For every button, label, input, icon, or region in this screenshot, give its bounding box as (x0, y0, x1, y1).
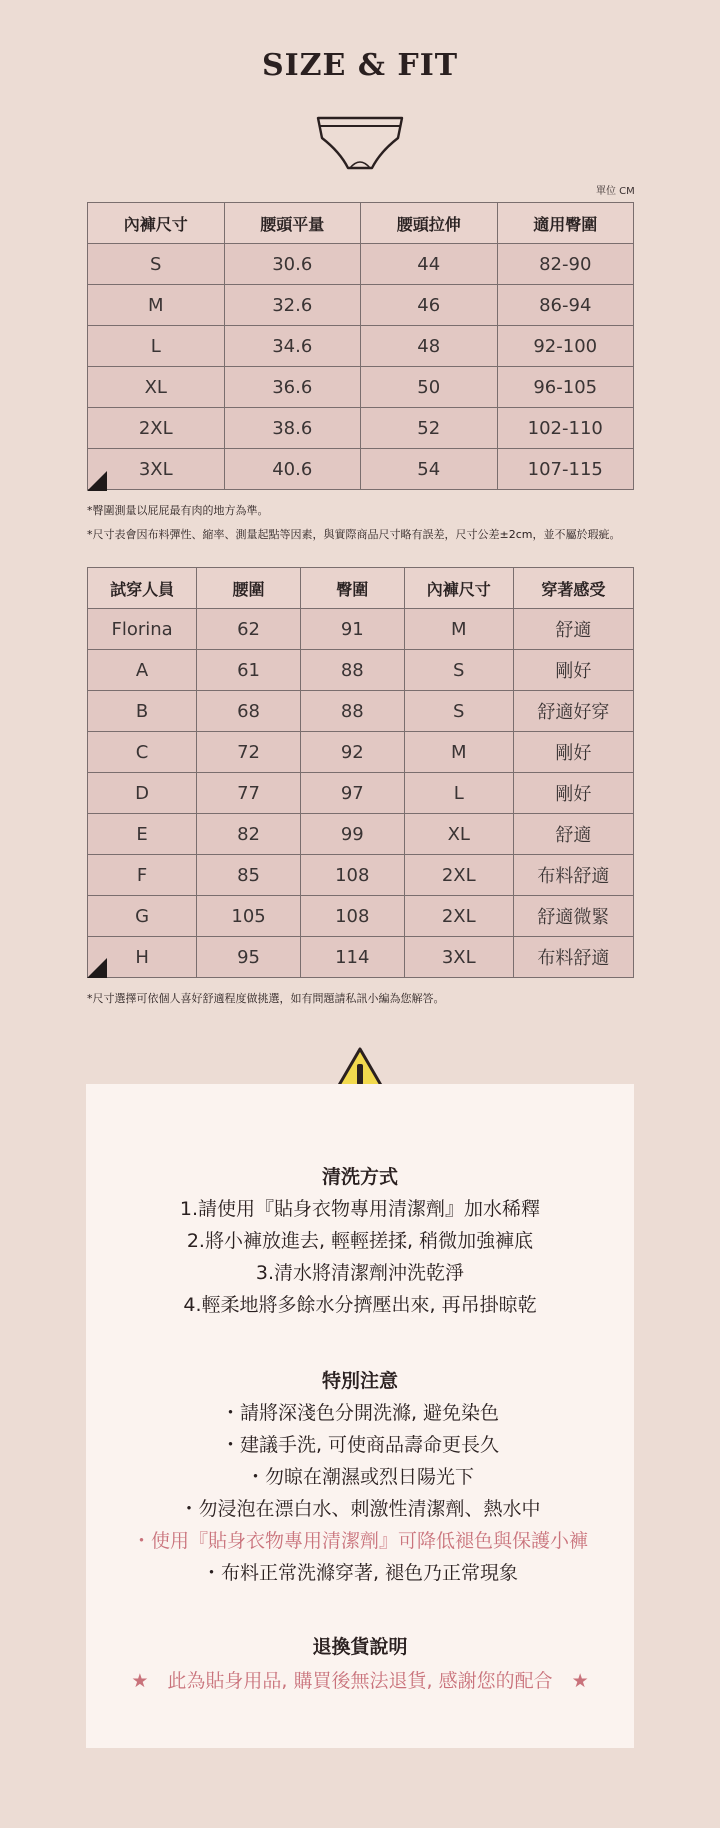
table-cell: 舒適 (513, 609, 633, 650)
table-cell: 92-100 (497, 326, 634, 367)
wash-step: 3.清水將清潔劑沖洗乾淨 (255, 1262, 465, 1284)
fit-header-cell: 臀圍 (300, 568, 404, 609)
table-cell: 舒適好穿 (513, 691, 633, 732)
table-cell: 92 (300, 732, 404, 773)
table-cell: 96-105 (497, 367, 634, 408)
table-cell: 布料舒適 (513, 937, 633, 978)
table-cell: 40.6 (224, 449, 361, 490)
table-cell: S (404, 650, 513, 691)
page-title: SIZE & FIT (261, 48, 459, 83)
table-cell: M (88, 285, 225, 326)
size-note: *尺寸表會因布料彈性、縮率、測量起點等因素，與實際商品尺寸略有誤差，尺寸公差±2cm，並不屬於瑕疵。 (87, 528, 621, 541)
fit-header-cell: 試穿人員 (88, 568, 197, 609)
table-cell: 62 (197, 609, 301, 650)
table-cell: H (88, 937, 197, 978)
table-cell: A (88, 650, 197, 691)
size-header-cell: 腰頭拉伸 (361, 203, 498, 244)
notice-item: ・請將深淺色分開洗滌, 避免染色 (220, 1402, 500, 1424)
table-cell: 99 (300, 814, 404, 855)
table-row (88, 937, 634, 978)
table-cell: 38.6 (224, 408, 361, 449)
notice-title: 特別注意 (321, 1370, 398, 1392)
table-cell: 剛好 (513, 650, 633, 691)
table-row (88, 691, 634, 732)
table-cell: 2XL (404, 896, 513, 937)
table-cell: S (88, 244, 225, 285)
table-cell: 布料舒適 (513, 855, 633, 896)
table-cell: 82-90 (497, 244, 634, 285)
size-table-header (88, 203, 634, 244)
table-row (88, 896, 634, 937)
notice-item: ・建議手洗, 可使商品壽命更長久 (220, 1434, 500, 1456)
table-cell: 剛好 (513, 773, 633, 814)
fit-table-header (88, 568, 634, 609)
notice-item: ・勿浸泡在漂白水、刺激性清潔劑、熱水中 (179, 1498, 541, 1520)
fit-table (87, 567, 634, 978)
table-cell: 52 (361, 408, 498, 449)
size-header-cell: 適用臀圍 (497, 203, 634, 244)
table-row (88, 408, 634, 449)
table-cell: F (88, 855, 197, 896)
table-cell: 82 (197, 814, 301, 855)
table-cell: 2XL (404, 855, 513, 896)
table-cell: 36.6 (224, 367, 361, 408)
briefs-icon (314, 112, 406, 174)
notice-item-highlight: ・使用『貼身衣物專用清潔劑』可降低褪色與保護小褲 (131, 1530, 588, 1552)
table-cell: 88 (300, 691, 404, 732)
table-cell: S (404, 691, 513, 732)
care-panel (86, 1084, 634, 1748)
unit-label: 單位 CM (596, 186, 635, 197)
table-cell: 85 (197, 855, 301, 896)
table-cell: 97 (300, 773, 404, 814)
size-header-cell: 內褲尺寸 (88, 203, 225, 244)
return-title: 退換貨說明 (312, 1636, 408, 1658)
table-cell: 88 (300, 650, 404, 691)
table-cell: D (88, 773, 197, 814)
size-header-cell: 腰頭平量 (224, 203, 361, 244)
fit-note: *尺寸選擇可依個人喜好舒適程度做挑選，如有問題請私訊小編為您解答。 (87, 992, 445, 1005)
notice-item: ・布料正常洗滌穿著, 褪色乃正常現象 (201, 1562, 519, 1584)
table-row (88, 367, 634, 408)
table-row (88, 244, 634, 285)
size-note: *臀圍測量以屁屁最有肉的地方為準。 (87, 504, 269, 517)
table-row (88, 285, 634, 326)
table-row (88, 326, 634, 367)
table-cell: M (404, 732, 513, 773)
table-cell: 108 (300, 896, 404, 937)
corner-fold-mark (87, 958, 107, 978)
table-cell: XL (88, 367, 225, 408)
wash-step: 1.請使用『貼身衣物專用清潔劑』加水稀釋 (179, 1198, 541, 1220)
table-cell: 2XL (88, 408, 225, 449)
size-table (87, 202, 634, 490)
table-cell: 102-110 (497, 408, 634, 449)
table-cell: 86-94 (497, 285, 634, 326)
corner-fold-mark (87, 471, 107, 491)
notice-item: ・勿晾在潮濕或烈日陽光下 (245, 1466, 474, 1488)
table-cell: 30.6 (224, 244, 361, 285)
table-cell: 108 (300, 855, 404, 896)
table-cell: E (88, 814, 197, 855)
table-cell: G (88, 896, 197, 937)
table-cell: 68 (197, 691, 301, 732)
wash-title: 清洗方式 (321, 1166, 398, 1188)
table-cell: L (404, 773, 513, 814)
table-cell: 50 (361, 367, 498, 408)
table-cell: 48 (361, 326, 498, 367)
table-cell: 107-115 (497, 449, 634, 490)
table-cell: 77 (197, 773, 301, 814)
table-cell: C (88, 732, 197, 773)
table-cell: 54 (361, 449, 498, 490)
table-row (88, 855, 634, 896)
table-cell: 105 (197, 896, 301, 937)
table-cell: 91 (300, 609, 404, 650)
wash-step: 4.輕柔地將多餘水分擠壓出來, 再吊掛晾乾 (183, 1294, 537, 1316)
table-cell: 114 (300, 937, 404, 978)
fit-header-cell: 腰圍 (197, 568, 301, 609)
table-row (88, 814, 634, 855)
table-cell: 3XL (88, 449, 225, 490)
table-cell: XL (404, 814, 513, 855)
table-row (88, 732, 634, 773)
wash-step: 2.將小褲放進去, 輕輕搓揉, 稍微加強褲底 (186, 1230, 534, 1252)
table-cell: 46 (361, 285, 498, 326)
table-cell: Florina (88, 609, 197, 650)
fit-header-cell: 內褲尺寸 (404, 568, 513, 609)
table-cell: 72 (197, 732, 301, 773)
table-cell: 3XL (404, 937, 513, 978)
return-text: ★ 此為貼身用品, 購買後無法退貨, 感謝您的配合 ★ (131, 1670, 589, 1692)
fit-header-cell: 穿著感受 (513, 568, 633, 609)
table-cell: 44 (361, 244, 498, 285)
table-row (88, 609, 634, 650)
table-cell: 61 (197, 650, 301, 691)
table-cell: L (88, 326, 225, 367)
table-cell: 95 (197, 937, 301, 978)
table-cell: 舒適 (513, 814, 633, 855)
table-cell: B (88, 691, 197, 732)
table-row (88, 650, 634, 691)
table-cell: 32.6 (224, 285, 361, 326)
table-cell: M (404, 609, 513, 650)
table-row (88, 449, 634, 490)
table-cell: 舒適微緊 (513, 896, 633, 937)
table-cell: 34.6 (224, 326, 361, 367)
table-row (88, 773, 634, 814)
table-cell: 剛好 (513, 732, 633, 773)
